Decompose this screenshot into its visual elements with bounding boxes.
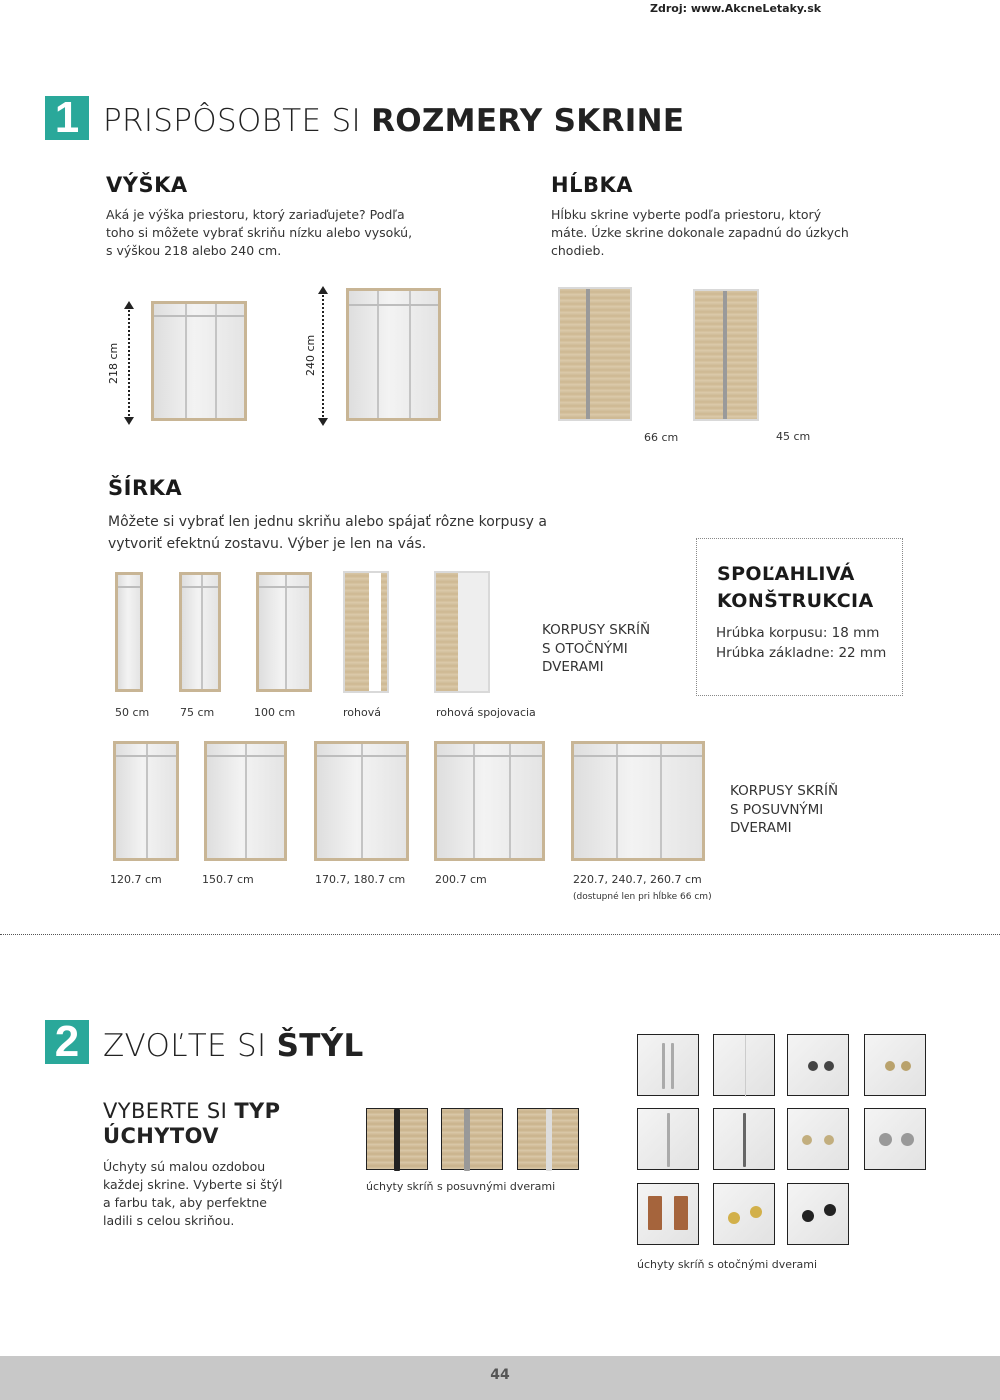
height-label-high: 240 cm bbox=[304, 334, 317, 376]
handle-knob-brass bbox=[864, 1034, 926, 1096]
handle-plain-white bbox=[713, 1034, 775, 1096]
handle-sliding-white bbox=[517, 1108, 579, 1170]
handle-bar-dark bbox=[713, 1108, 775, 1170]
sliding-caption: KORPUSY SKRÍŇ S POSUVNÝMI DVERAMI bbox=[730, 783, 839, 836]
sliding-size: 120.7 cm bbox=[110, 873, 162, 886]
handles-heading-light: VYBERTE SI bbox=[103, 1099, 235, 1123]
section-title-light: PRISPÔSOBTE SI bbox=[103, 103, 372, 139]
sliding-150 bbox=[204, 741, 287, 861]
height-label-low: 218 cm bbox=[107, 342, 120, 384]
hinged-size: 100 cm bbox=[254, 706, 296, 719]
depth-heading: HĹBKA bbox=[551, 173, 633, 197]
section-title-bold: ROZMERY SKRINE bbox=[371, 103, 685, 139]
hinged-handles-caption: úchyty skríň s otočnými dverami bbox=[637, 1258, 818, 1271]
wardrobe-high bbox=[346, 288, 441, 421]
sliding-size: 150.7 cm bbox=[202, 873, 254, 886]
sliding-size: 200.7 cm bbox=[435, 873, 487, 886]
wardrobe-low bbox=[151, 301, 247, 421]
sliding-200 bbox=[434, 741, 545, 861]
wardrobe-deep bbox=[558, 287, 632, 421]
hinged-corner-connecting bbox=[434, 571, 490, 693]
depth-text: Hĺbku skrine vyberte podľa priestoru, ktorý máte. Úzke skrine dokonale zapadnú do úzkych chodieb. bbox=[551, 207, 849, 258]
hinged-50 bbox=[115, 572, 143, 692]
sliding-size: 170.7, 180.7 cm bbox=[315, 873, 406, 886]
section-number-badge: 1 bbox=[45, 96, 89, 140]
handle-bar-silver bbox=[637, 1034, 699, 1096]
hinged-corner bbox=[343, 571, 389, 693]
page-footer bbox=[0, 1356, 1000, 1400]
hinged-size: 75 cm bbox=[180, 706, 215, 719]
width-heading: ŠÍRKA bbox=[108, 476, 183, 500]
handle-leather bbox=[637, 1183, 699, 1245]
hinged-size: rohová bbox=[343, 706, 381, 719]
sliding-size: 220.7, 240.7, 260.7 cm bbox=[573, 873, 702, 886]
construction-line2: Hrúbka základne: 22 mm bbox=[716, 645, 887, 661]
hinged-75 bbox=[179, 572, 221, 692]
sliding-note: (dostupné len pri hĺbke 66 cm) bbox=[573, 892, 712, 902]
height-text: Aká je výška priestoru, ktorý zariaďujete? Podľa toho si môžete vybrať skriňu nízku alebo vysokú, s výškou 218 alebo 240 cm. bbox=[106, 207, 413, 258]
sliding-120 bbox=[113, 741, 179, 861]
construction-line1: Hrúbka korpusu: 18 mm bbox=[716, 625, 880, 641]
construction-heading: SPOĽAHLIVÁ KONŠTRUKCIA bbox=[717, 563, 874, 612]
handles-heading bbox=[103, 1099, 280, 1149]
height-heading: VÝŠKA bbox=[106, 173, 188, 197]
handles-text: Úchyty sú malou ozdobou každej skrine. Vyberte si štýl a farbu tak, aby perfektne ladili s celou skriňou. bbox=[103, 1159, 283, 1228]
handle-sliding-grey bbox=[441, 1108, 503, 1170]
page-number: 44 bbox=[490, 1367, 510, 1383]
handle-knob-black bbox=[787, 1034, 849, 1096]
depth-label-shallow: 45 cm bbox=[776, 430, 811, 443]
handle-bar-long bbox=[637, 1108, 699, 1170]
hinged-size: rohová spojovacia bbox=[436, 706, 536, 719]
depth-label-deep: 66 cm bbox=[644, 431, 679, 444]
handles-heading-bold2: ÚCHYTOV bbox=[103, 1124, 219, 1148]
section2-title bbox=[103, 1028, 364, 1064]
wardrobe-shallow bbox=[693, 289, 759, 421]
hinged-caption: KORPUSY SKRÍŇ S OTOČNÝMI DVERAMI bbox=[542, 622, 651, 675]
width-text: Môžete si vybrať len jednu skriňu alebo spájať rôzne korpusy a vytvoriť efektnú zostavu. Výber je len na vás. bbox=[108, 514, 547, 552]
handle-cup-steel bbox=[864, 1108, 926, 1170]
section-title bbox=[103, 103, 684, 139]
handle-knob-matte-black bbox=[787, 1183, 849, 1245]
handle-knob-gold bbox=[713, 1183, 775, 1245]
construction-box bbox=[696, 538, 903, 696]
section-divider bbox=[0, 934, 1000, 935]
handle-sliding-black bbox=[366, 1108, 428, 1170]
hinged-size: 50 cm bbox=[115, 706, 150, 719]
sliding-handles-caption: úchyty skríň s posuvnými dverami bbox=[366, 1180, 556, 1193]
section2-number-badge: 2 bbox=[45, 1020, 89, 1064]
sliding-220 bbox=[571, 741, 705, 861]
source-credit: Zdroj: www.AkcneLetaky.sk bbox=[650, 2, 822, 15]
section2-title-bold: ŠTÝL bbox=[276, 1028, 364, 1064]
handles-heading-bold1: TYP bbox=[234, 1099, 281, 1123]
section2-title-light: ZVOĽTE SI bbox=[103, 1028, 277, 1064]
sliding-170 bbox=[314, 741, 409, 861]
height-arrow-low bbox=[128, 307, 130, 419]
handle-cup-brass bbox=[787, 1108, 849, 1170]
hinged-100 bbox=[256, 572, 312, 692]
height-arrow-high bbox=[322, 292, 324, 420]
